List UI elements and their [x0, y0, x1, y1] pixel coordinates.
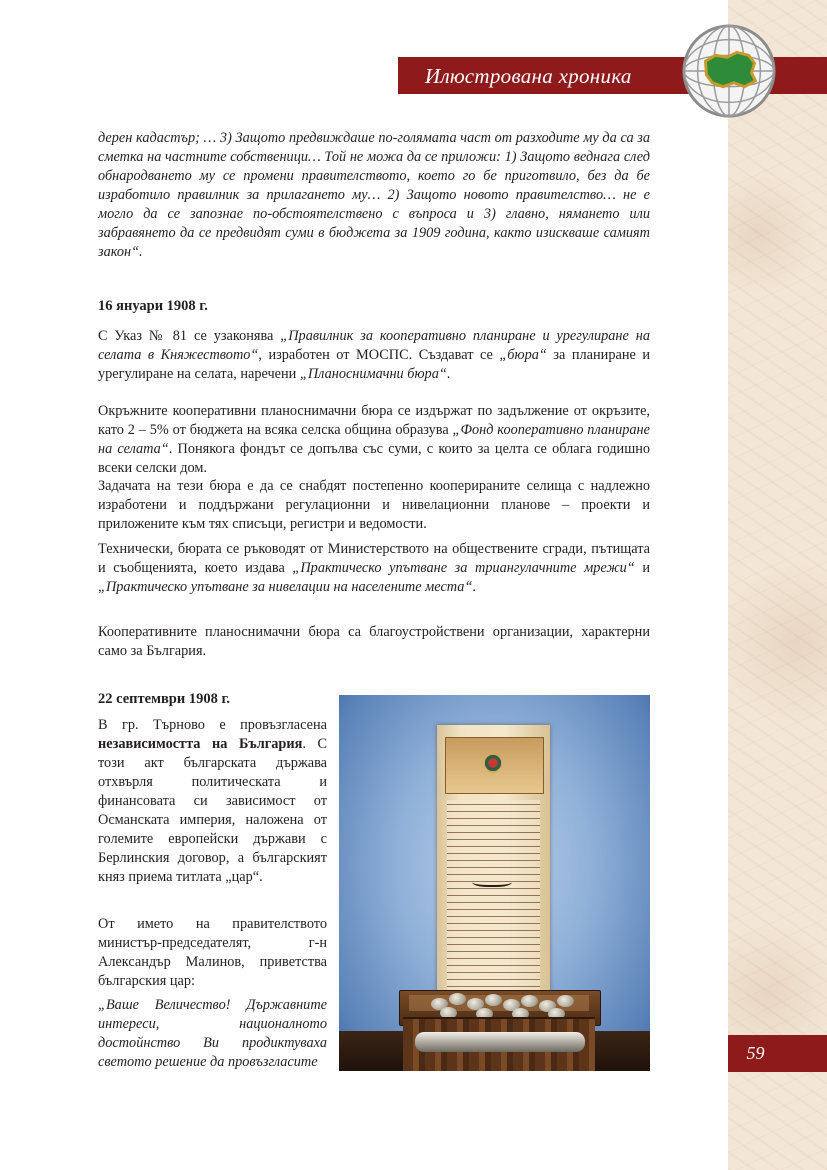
independence-manifesto-photo [339, 695, 650, 1071]
text-run: . [446, 366, 451, 382]
silver-scroll-case [415, 1032, 585, 1052]
greeting-quote: „Ваше Величество! Държавните интереси, националното достойнство Ви продиктуваха светото решение да провъзгласите [98, 997, 327, 1070]
regulation-title: „Правилник за кооперативно планиране и урегулиране на селата в Княжеството“ [98, 328, 650, 363]
paragraph-task: Задачата на тези бюра е да се снабдят постепенно кооперираните селища с надлежно изработени и поддържани регулационни и нивелационни планове – проекти и приложените към тях списъци, регистри и ведомости. [98, 478, 650, 532]
paragraph-decree [98, 327, 650, 384]
text-run: В гр. Търново е провъзгласена [98, 717, 327, 733]
date-heading-1: 16 януари 1908 г. [98, 298, 208, 314]
coin-icon [557, 995, 574, 1007]
decorative-map-strip [728, 0, 827, 1170]
signature-mark [472, 875, 512, 887]
text-run: Технически, бюрата се ръководят от Министерството на обществените сгради, пътищата и съобщенията, което издава [98, 541, 650, 576]
guide-title-2: „Практическо упътване за нивелации на населените места“ [98, 579, 473, 595]
scroll-text-lines [447, 800, 540, 990]
independence-term: независимостта на България [98, 736, 303, 752]
globe-logo-icon [680, 22, 778, 120]
coin-icon [449, 993, 466, 1005]
fund-name: „Фонд кооперативно планиране на селата“ [98, 422, 650, 457]
text-run: . С този акт българската държава отхвърля политическата и финансовата си зависимост от Османската империя, наложена от големите европейски държави с Берлинския договор, а българският княз приема титлата „цар“. [98, 736, 328, 885]
text-run: . Понякога фондът се допълва със суми, с които за целта се облага годишно всеки селски дом. [98, 441, 650, 476]
text-run: С Указ № 81 се узаконява [98, 328, 281, 344]
paragraph-management [98, 540, 650, 597]
guide-title-1: „Практическо упътване за триангулачните мрежи“ [292, 560, 635, 576]
bureaus-name: „Планоснимачни бюра“ [299, 366, 447, 382]
paragraph-greeting: От името на правителството министър-председателят, г-н Александър Малинов, приветства българския цар: [98, 916, 327, 989]
paragraph-conclusion: Кооперативните планоснимачни бюра са благоустройствени организации, характерни само за България. [98, 624, 650, 659]
coin-icon [521, 995, 538, 1007]
intro-quote: дерен кадастър; … 3) Защото предвиждаше по-голямата част от разходите му да са за сметка на частните собственици… Той не можа да се приложи: 1) Защото веднага след обнародването му се промени правителството, което го бе приготвило, без да бе изработило правилник за прилагането му… 2) Защото новото правителство… не е могло да се запознае по-обстоятелствено с въпроса и 3) главно, нямането или забравянето да се предвидят суми в бюджета за 1909 година, както изискваше самият закон“. [98, 130, 650, 260]
text-run: , изработен от МОСПС. Създават се [258, 347, 500, 363]
text-run: Окръжните кооперативни планоснимачни бюра се издържат по задължение от окръзите, като 2 – 5% от бюджета на всяка селска община образува [98, 403, 650, 438]
text-run: . [472, 579, 476, 595]
section-title: Илюстрована хроника [425, 64, 632, 88]
coat-of-arms-icon [484, 753, 502, 773]
coin-icon [485, 994, 502, 1006]
bureaus-term: „бюра“ [499, 347, 547, 363]
text-run: за планиране и урегулиране на селата, наречени [98, 347, 650, 382]
date-heading-2: 22 септември 1908 г. [98, 691, 231, 707]
paragraph-independence [98, 716, 327, 887]
text-run: и [634, 560, 650, 576]
paragraph-funding [98, 402, 650, 478]
page-number: 59 [746, 1043, 765, 1063]
manifesto-scroll [437, 725, 550, 995]
